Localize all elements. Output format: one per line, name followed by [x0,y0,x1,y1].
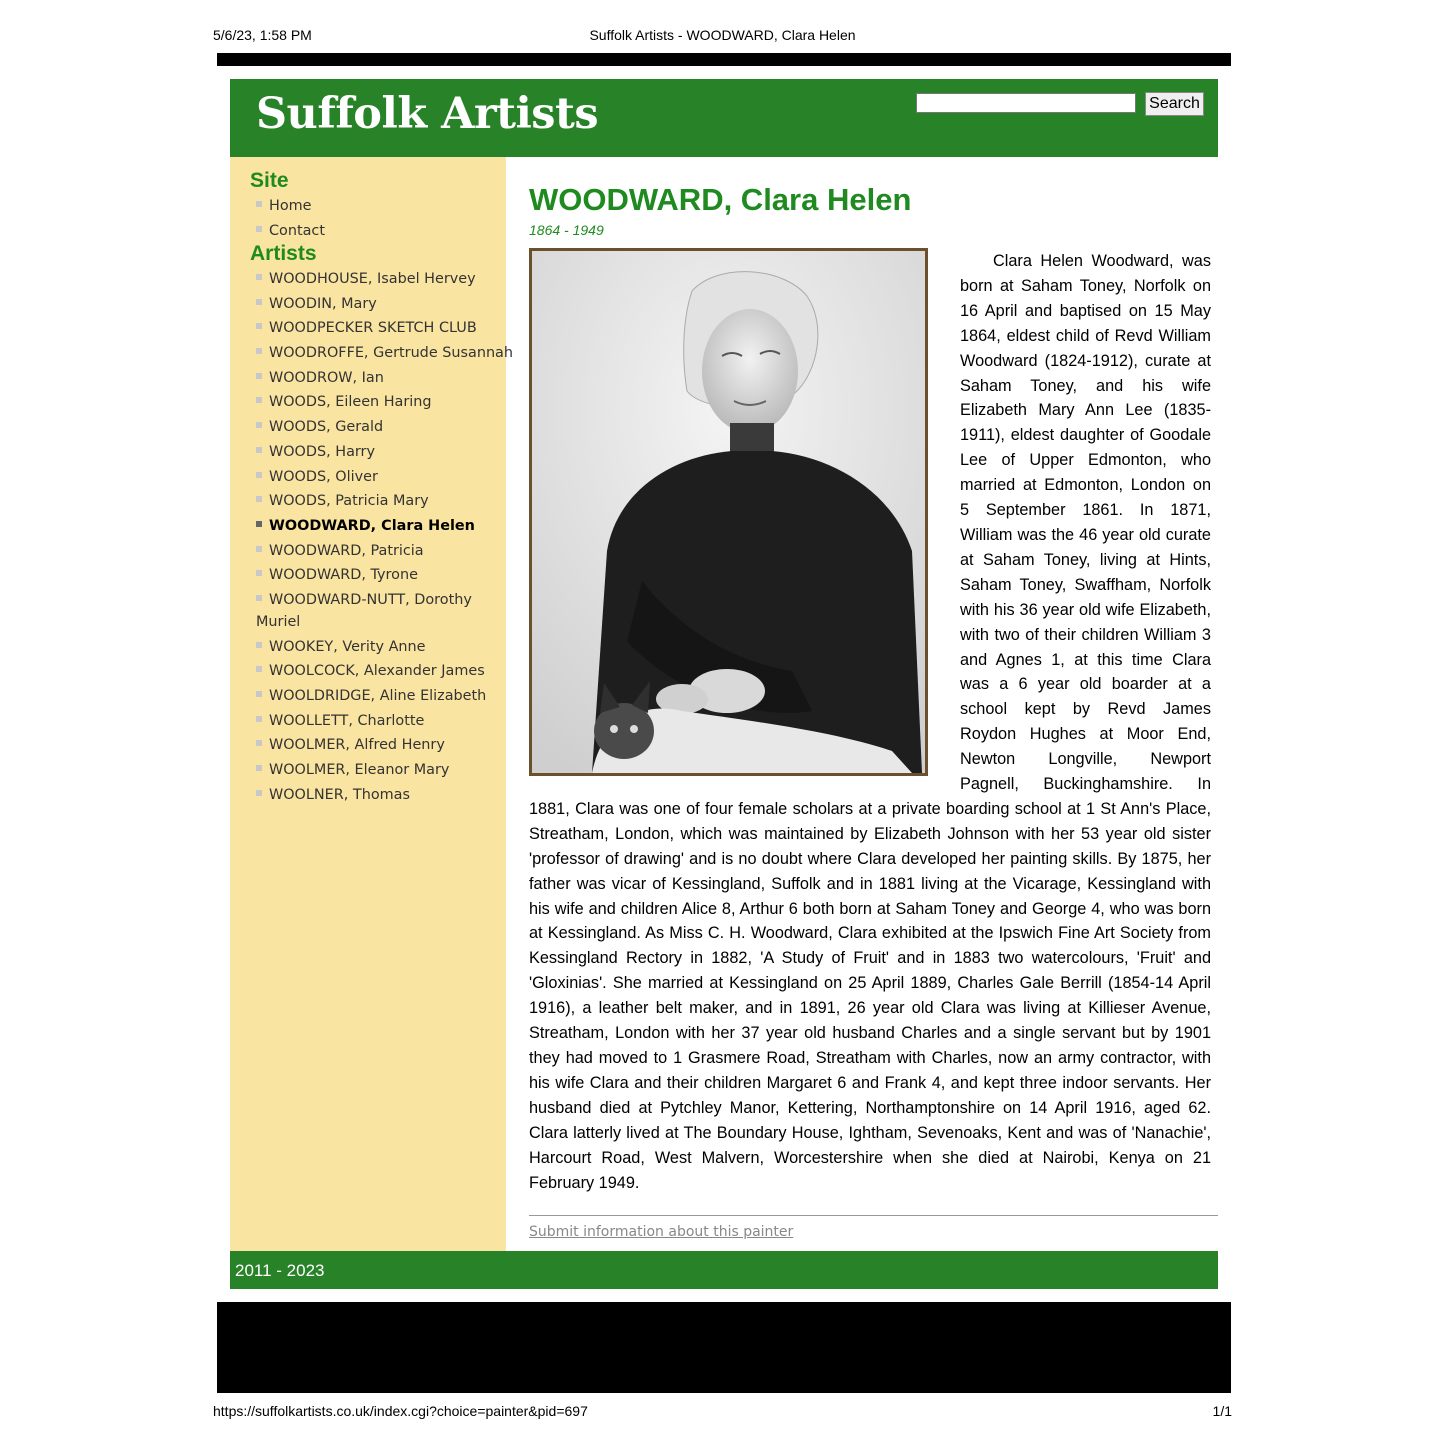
portrait-photo [529,248,928,776]
bullet-icon [256,642,262,648]
site-title[interactable]: Suffolk Artists [256,89,599,139]
print-datetime: 5/6/23, 1:58 PM [213,27,312,43]
sidebar [230,157,514,1251]
divider [529,1215,1218,1216]
bullet-icon [256,496,262,502]
footer-years: 2011 - 2023 [235,1261,325,1280]
painter-name: WOODWARD, Clara Helen [529,182,912,217]
sidebar-item-artist[interactable]: WOODHOUSE, Isabel Hervey [256,268,506,290]
top-black-bar [217,53,1231,66]
bullet-icon [256,447,262,453]
sidebar-heading-artists: Artists [250,242,317,265]
bullet-icon [256,570,262,576]
sidebar-item-artist[interactable]: WOOLCOCK, Alexander James [256,660,506,682]
sidebar-item-artist[interactable]: WOOLLETT, Charlotte [256,710,506,732]
sidebar-item-artist[interactable]: WOODS, Gerald [256,416,506,438]
print-url: https://suffolkartists.co.uk/index.cgi?choice=painter&pid=697 [213,1403,588,1419]
sidebar-item-artist[interactable]: WOODS, Patricia Mary [256,490,506,512]
main-content [506,157,1218,1251]
print-page-number: 1/1 [1212,1403,1232,1419]
sidebar-item-artist[interactable]: WOOLDRIDGE, Aline Elizabeth [256,685,506,707]
bullet-icon [256,521,262,527]
biography-section [529,248,1211,1195]
site-links [256,195,506,244]
portrait-image [532,251,925,773]
print-document-title: Suffolk Artists - WOODWARD, Clara Helen [589,27,856,43]
sidebar-item-artist[interactable]: WOODPECKER SKETCH CLUB [256,317,506,339]
bullet-icon [256,323,262,329]
site-footer [230,1251,1218,1289]
search-input[interactable] [916,93,1136,113]
bullet-icon [256,691,262,697]
sidebar-heading-site: Site [250,169,289,192]
bullet-icon [256,740,262,746]
sidebar-item-artist[interactable]: WOOLMER, Eleanor Mary [256,759,506,781]
site-header [230,79,1218,157]
bullet-icon [256,546,262,552]
sidebar-item-artist[interactable]: WOODWARD, Patricia [256,540,506,562]
biography-text: Clara Helen Woodward, was born at Saham Toney, Norfolk on 16 April and baptised on 15 May 1864, eldest child of Revd William Woodward (1824-1912), curate at Saham Toney, and his wife Elizabeth Mary Ann Lee (1835-1911), eldest daughter of Goodale Lee of Upper Edmonton, who married at Edmonton, London on 5 September 1861. In 1871, William was the 46 year old curate at Saham Toney, living at Hints, Saham Toney, Swaffham, Norfolk with his 36 year old wife Elizabeth, with two of their children William 3 and Agnes 1, at this time Clara was a 6 year old boarder at a school kept by Revd James Roydon Hughes at Moor End, Newton Longville, Newport Pagnell, Buckinghamshire. In 1881, Clara was one of four female scholars at a private boarding school at 1 St Ann's Place, Streatham, London, which was maintained by Elizabeth Johnson with her 53 year old sister 'professor of drawing' and is no doubt where Clara developed her painting skills. By 1875, her father was vicar of Kessingland, Suffolk and in 1881 living at the Vicarage, Kessingland with his wife and children Alice 8, Arthur 6 both born at Saham Toney and George 4, who was born at Kessingland. As Miss C. H. Woodward, Clara exhibited at the Ipswich Fine Art Society from Kessingland Rectory in 1882, 'A Study of Fruit' and in 1883 two watercolours, 'Fruit' and 'Gloxinias'. She married at Kessingland on 25 April 1889, Charles Gale Berrill (1854-14 April 1916), a leather belt maker, and in 1891, 26 year old Clara was living at Killieser Avenue, Streatham, London with her 37 year old husband Charles and a single servant but by 1901 they had moved to 1 Grasmere Road, Streatham with Charles, now an army contractor, with his wife Clara and their children Margaret 6 and Frank 4, and kept three indoor servants. Her husband died at Pytchley Manor, Kettering, Northamptonshire on 14 April 1916, aged 62. Clara latterly lived at The Boundary House, Ightham, Sevenoaks, Kent and was of 'Nanachie', Harcourt Road, West Malvern, Worcestershire when she died at Nairobi, Kenya on 21 February 1949. [529,252,1211,1192]
sidebar-item-artist[interactable]: WOODROW, Ian [256,367,506,389]
sidebar-item-artist[interactable]: WOODWARD, Tyrone [256,564,506,586]
bullet-icon [256,201,262,207]
sidebar-item-artist[interactable]: WOODS, Oliver [256,466,506,488]
artist-list [256,268,514,808]
sidebar-item-contact[interactable]: Contact [256,220,506,242]
bullet-icon [256,373,262,379]
bullet-icon [256,274,262,280]
bullet-icon [256,716,262,722]
bullet-icon [256,595,262,601]
sidebar-item-artist[interactable]: WOODROFFE, Gertrude Susannah [256,342,506,364]
sidebar-item-artist[interactable]: WOOLNER, Thomas [256,784,506,806]
sidebar-item-home[interactable]: Home [256,195,506,217]
bullet-icon [256,397,262,403]
sidebar-item-artist[interactable]: WOODIN, Mary [256,293,506,315]
sidebar-item-artist-current[interactable]: WOODWARD, Clara Helen [256,515,506,537]
bullet-icon [256,299,262,305]
bullet-icon [256,226,262,232]
bottom-black-bar [217,1302,1231,1393]
bullet-icon [256,666,262,672]
page-container [230,79,1218,1289]
painter-dates: 1864 - 1949 [529,222,604,238]
bullet-icon [256,422,262,428]
submit-info-link[interactable]: Submit information about this painter [529,1224,794,1240]
bullet-icon [256,472,262,478]
sidebar-item-artist[interactable]: WOODS, Eileen Haring [256,391,506,413]
bullet-icon [256,790,262,796]
search-button[interactable]: Search [1145,92,1204,116]
bullet-icon [256,348,262,354]
sidebar-item-artist[interactable]: WOOLMER, Alfred Henry [256,734,506,756]
sidebar-item-artist[interactable]: WOODWARD-NUTT, Dorothy Muriel [256,591,472,630]
sidebar-item-artist[interactable]: WOODS, Harry [256,441,506,463]
bullet-icon [256,765,262,771]
sidebar-item-artist[interactable]: WOOKEY, Verity Anne [256,636,506,658]
